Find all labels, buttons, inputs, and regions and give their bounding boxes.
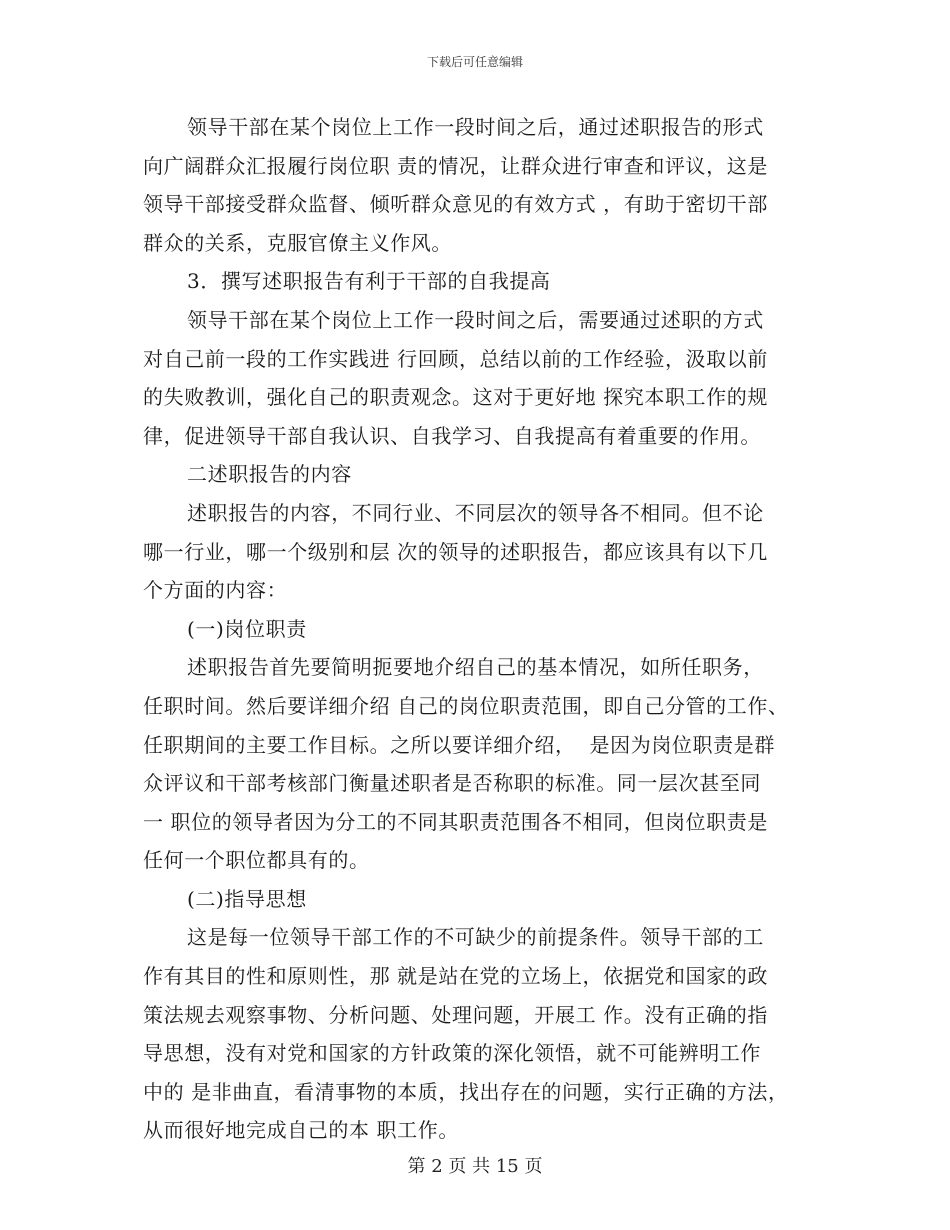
- paragraph-line: 对自己前一段的工作实践进 行回顾，总结以前的工作经验，汲取以前: [143, 346, 768, 371]
- paragraph-line: 这是每一位领导干部工作的不可缺少的前提条件。领导干部的工: [187, 925, 764, 950]
- paragraph-line: 群众的关系，克服官僚主义作风。: [143, 230, 452, 255]
- page-header: 下载后可任意编辑: [426, 55, 523, 69]
- paragraph-line: 众评议和干部考核部门衡量述职者是否称职的标准。同一层次甚至同: [143, 771, 761, 796]
- paragraph-line: 从而很好地完成自己的本 职工作。: [143, 1118, 459, 1143]
- section-heading: 二述职报告的内容: [187, 462, 352, 487]
- paragraph-line: 个方面的内容：: [143, 578, 288, 603]
- document-body: [143, 108, 815, 1150]
- paragraph-line: 中的 是非曲直，看清事物的本质，找出存在的问题，实行正确的方法，: [143, 1079, 789, 1104]
- paragraph-line: 述职报告首先要简明扼要地介绍自己的基本情况，如所任职务，: [187, 655, 764, 680]
- paragraph-line: 哪一行业，哪一个级别和层 次的领导的述职报告，都应该具有以下几: [143, 539, 768, 564]
- paragraph-line: 领导干部接受群众监督、倾听群众意见的有效方式 ，有助于密切干部: [143, 192, 768, 217]
- section-heading: (二)指导思想: [187, 886, 307, 911]
- paragraph-line: 导思想，没有对党和国家的方针政策的深化领悟，就不可能辨明工作: [143, 1041, 761, 1066]
- paragraph-line: 策法规去观察事物、分析问题、处理问题，开展工 作。没有正确的指: [143, 1002, 768, 1027]
- paragraph-line: 任职期间的主要工作目标。之所以要详细介绍， 是因为岗位职责是群: [143, 732, 775, 757]
- paragraph-line: 任何一个职位都具有的。: [143, 848, 370, 873]
- paragraph-line: 一 职位的领导者因为分工的不同其职责范围各不相同，但岗位职责是: [143, 809, 768, 834]
- page-number-footer: 第 2 页 共 15 页: [407, 1156, 543, 1177]
- paragraph-line: 作有其目的性和原则性，那 就是站在党的立场上，依据党和国家的政: [143, 964, 768, 989]
- paragraph-line: 的失败教训，强化自己的职责观念。这对于更好地 探究本职工作的规: [143, 385, 768, 410]
- section-heading: 3．撰写述职报告有利于干部的自我提高: [187, 269, 551, 294]
- paragraph-line: 领导干部在某个岗位上工作一段时间之后，需要通过述职的方式: [187, 307, 764, 332]
- section-heading: (一)岗位职责: [187, 616, 307, 641]
- paragraph-line: 述职报告的内容，不同行业、不同层次的领导各不相同。但不论: [187, 500, 764, 525]
- paragraph-line: 领导干部在某个岗位上工作一段时间之后，通过述职报告的形式: [187, 115, 764, 139]
- paragraph-line: 向广阔群众汇报履行岗位职 责的情况，让群众进行审查和评议，这是: [143, 153, 768, 178]
- paragraph-line: 任职时间。然后要详细介绍 自己的岗位职责范围，即自己分管的工作、: [143, 693, 789, 718]
- paragraph-line: 律，促进领导干部自我认识、自我学习、自我提高有着重要的作用。: [143, 423, 761, 448]
